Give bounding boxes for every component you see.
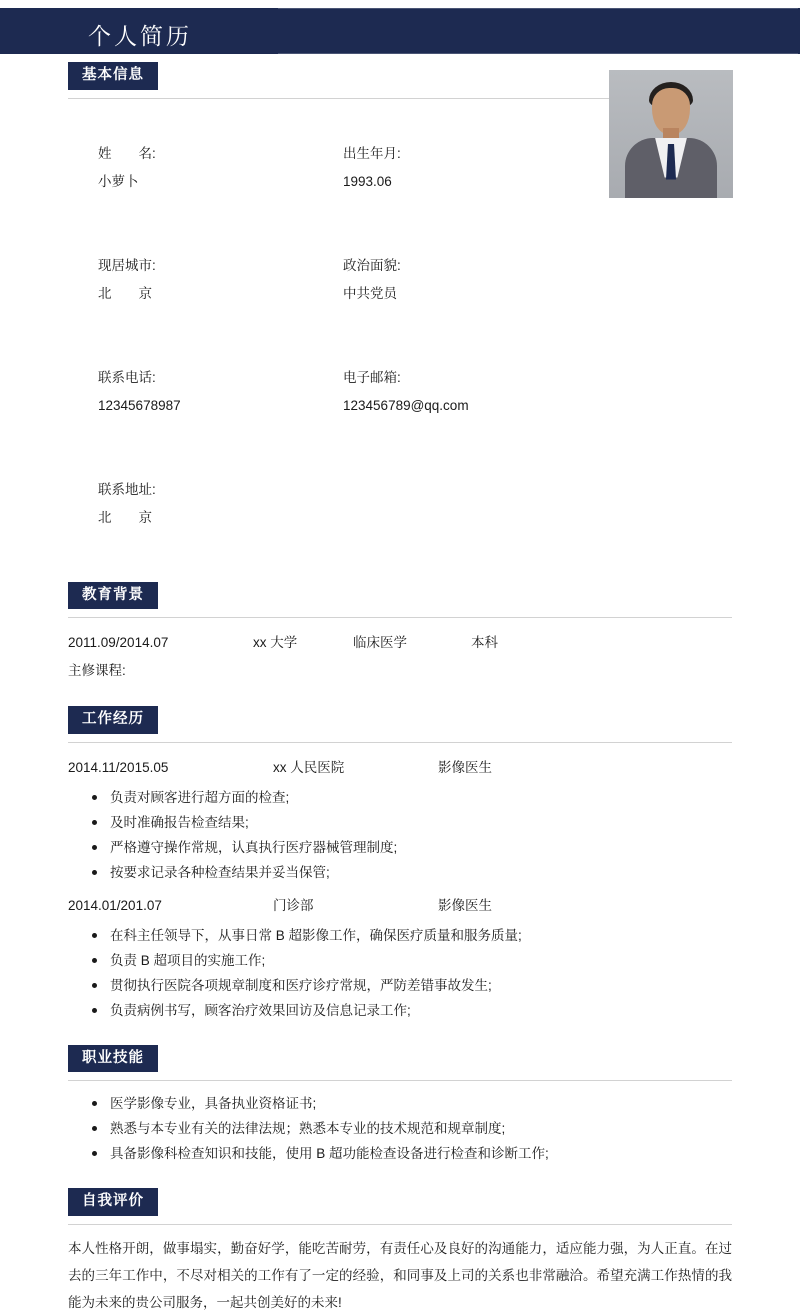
section-skills	[68, 1045, 732, 1082]
list-item: 贯彻执行医院各项规章制度和医疗诊疗常规，严防差错事故发生;	[68, 973, 732, 998]
list-item: 熟悉与本专业有关的法律法规；熟悉本专业的技术规范和规章制度;	[68, 1116, 732, 1141]
field-city	[68, 224, 313, 336]
work-role: 影像医生	[438, 897, 492, 913]
divider-work	[68, 742, 732, 743]
list-item: 负责 B 超项目的实施工作;	[68, 948, 732, 973]
field-city-label: 现居城市:	[98, 257, 156, 273]
education-major: 临床医学	[353, 635, 407, 650]
work-org: 门诊部	[273, 897, 314, 913]
evaluation-text: 本人性格开朗，做事塌实，勤奋好学，能吃苦耐劳，有责任心及良好的沟通能力，适应能力强，为人正直。在过去的三年工作中，不尽对相关的工作有了一定的经验，和同事及上司的关系也非常融洽。希望充满工作热情的我能为未来的贵公司服务，一起共创美好的未来!	[68, 1240, 732, 1310]
field-city-value: 北 京	[98, 285, 153, 301]
section-title-evaluation: 自我评价	[68, 1188, 158, 1216]
section-title-education: 教育背景	[68, 582, 158, 610]
field-address-value: 北 京	[98, 509, 153, 525]
page-title: 个人简历	[88, 23, 192, 49]
field-address	[68, 448, 313, 560]
divider-skills	[68, 1080, 732, 1081]
work-entry	[68, 893, 732, 1023]
education-entry	[68, 630, 732, 656]
field-phone-label: 联系电话:	[98, 369, 156, 385]
page-header	[0, 0, 800, 62]
info-row	[68, 224, 732, 336]
field-political-label: 政治面貌:	[343, 257, 401, 273]
field-birth	[313, 112, 643, 224]
header-arrow-notch	[274, 8, 294, 54]
work-date: 2014.11/2015.05	[68, 759, 169, 775]
work-entry-header	[68, 893, 732, 919]
section-work	[68, 706, 732, 743]
field-address-label: 联系地址:	[98, 481, 156, 497]
basic-info-table	[68, 112, 732, 560]
spacer	[68, 1023, 732, 1045]
field-email-label: 电子邮箱:	[343, 369, 401, 385]
list-item: 按要求记录各种检查结果并妥当保管;	[68, 860, 732, 885]
work-date: 2014.01/201.07	[68, 897, 162, 913]
field-political-value: 中共党员	[343, 285, 398, 301]
field-email	[313, 336, 643, 448]
field-birth-value: 1993.06	[343, 173, 392, 189]
list-item: 负责对顾客进行超方面的检查;	[68, 785, 732, 810]
list-item: 及时准确报告检查结果;	[68, 810, 732, 835]
section-title-basic: 基本信息	[68, 62, 158, 90]
field-birth-label: 出生年月:	[343, 145, 401, 161]
work-entry-header	[68, 755, 732, 781]
work-bullets	[68, 923, 732, 1023]
spacer	[68, 1166, 732, 1188]
work-entry	[68, 755, 732, 885]
section-education	[68, 582, 732, 619]
list-item: 在科主任领导下，从事日常 B 超影像工作，确保医疗质量和服务质量;	[68, 923, 732, 948]
info-row	[68, 448, 732, 560]
field-phone	[68, 336, 313, 448]
field-name-value: 小萝卜	[98, 173, 139, 189]
list-item: 具备影像科检查知识和技能，使用 B 超功能检查设备进行检查和诊断工作;	[68, 1141, 732, 1166]
field-political	[313, 224, 643, 336]
education-date: 2011.09/2014.07	[68, 635, 169, 650]
divider-evaluation	[68, 1224, 732, 1225]
education-courses-label: 主修课程:	[68, 663, 126, 678]
work-bullets	[68, 785, 732, 885]
field-name	[68, 112, 313, 224]
skills-bullets	[68, 1091, 732, 1166]
work-role: 影像医生	[438, 759, 492, 775]
spacer	[68, 684, 732, 706]
section-title-skills: 职业技能	[68, 1045, 158, 1073]
header-band-outline	[278, 8, 798, 54]
list-item: 严格遵守操作常规，认真执行医疗器械管理制度;	[68, 835, 732, 860]
section-evaluation	[68, 1188, 732, 1225]
info-row	[68, 336, 732, 448]
education-courses	[68, 656, 732, 684]
field-email-value: 123456789@qq.com	[343, 397, 469, 413]
spacer	[68, 560, 732, 582]
education-degree: 本科	[471, 635, 498, 650]
work-org: xx 人民医院	[273, 759, 345, 775]
field-phone-value: 12345678987	[98, 397, 181, 413]
resume-content	[0, 62, 800, 1316]
field-name-label: 姓 名:	[98, 145, 156, 161]
section-title-work: 工作经历	[68, 706, 158, 734]
education-school: xx 大学	[253, 635, 298, 650]
divider-education	[68, 617, 732, 618]
avatar	[609, 70, 733, 198]
list-item: 医学影像专业，具备执业资格证书;	[68, 1091, 732, 1116]
education-entries	[68, 630, 732, 684]
list-item: 负责病例书写，顾客治疗效果回访及信息记录工作;	[68, 998, 732, 1023]
